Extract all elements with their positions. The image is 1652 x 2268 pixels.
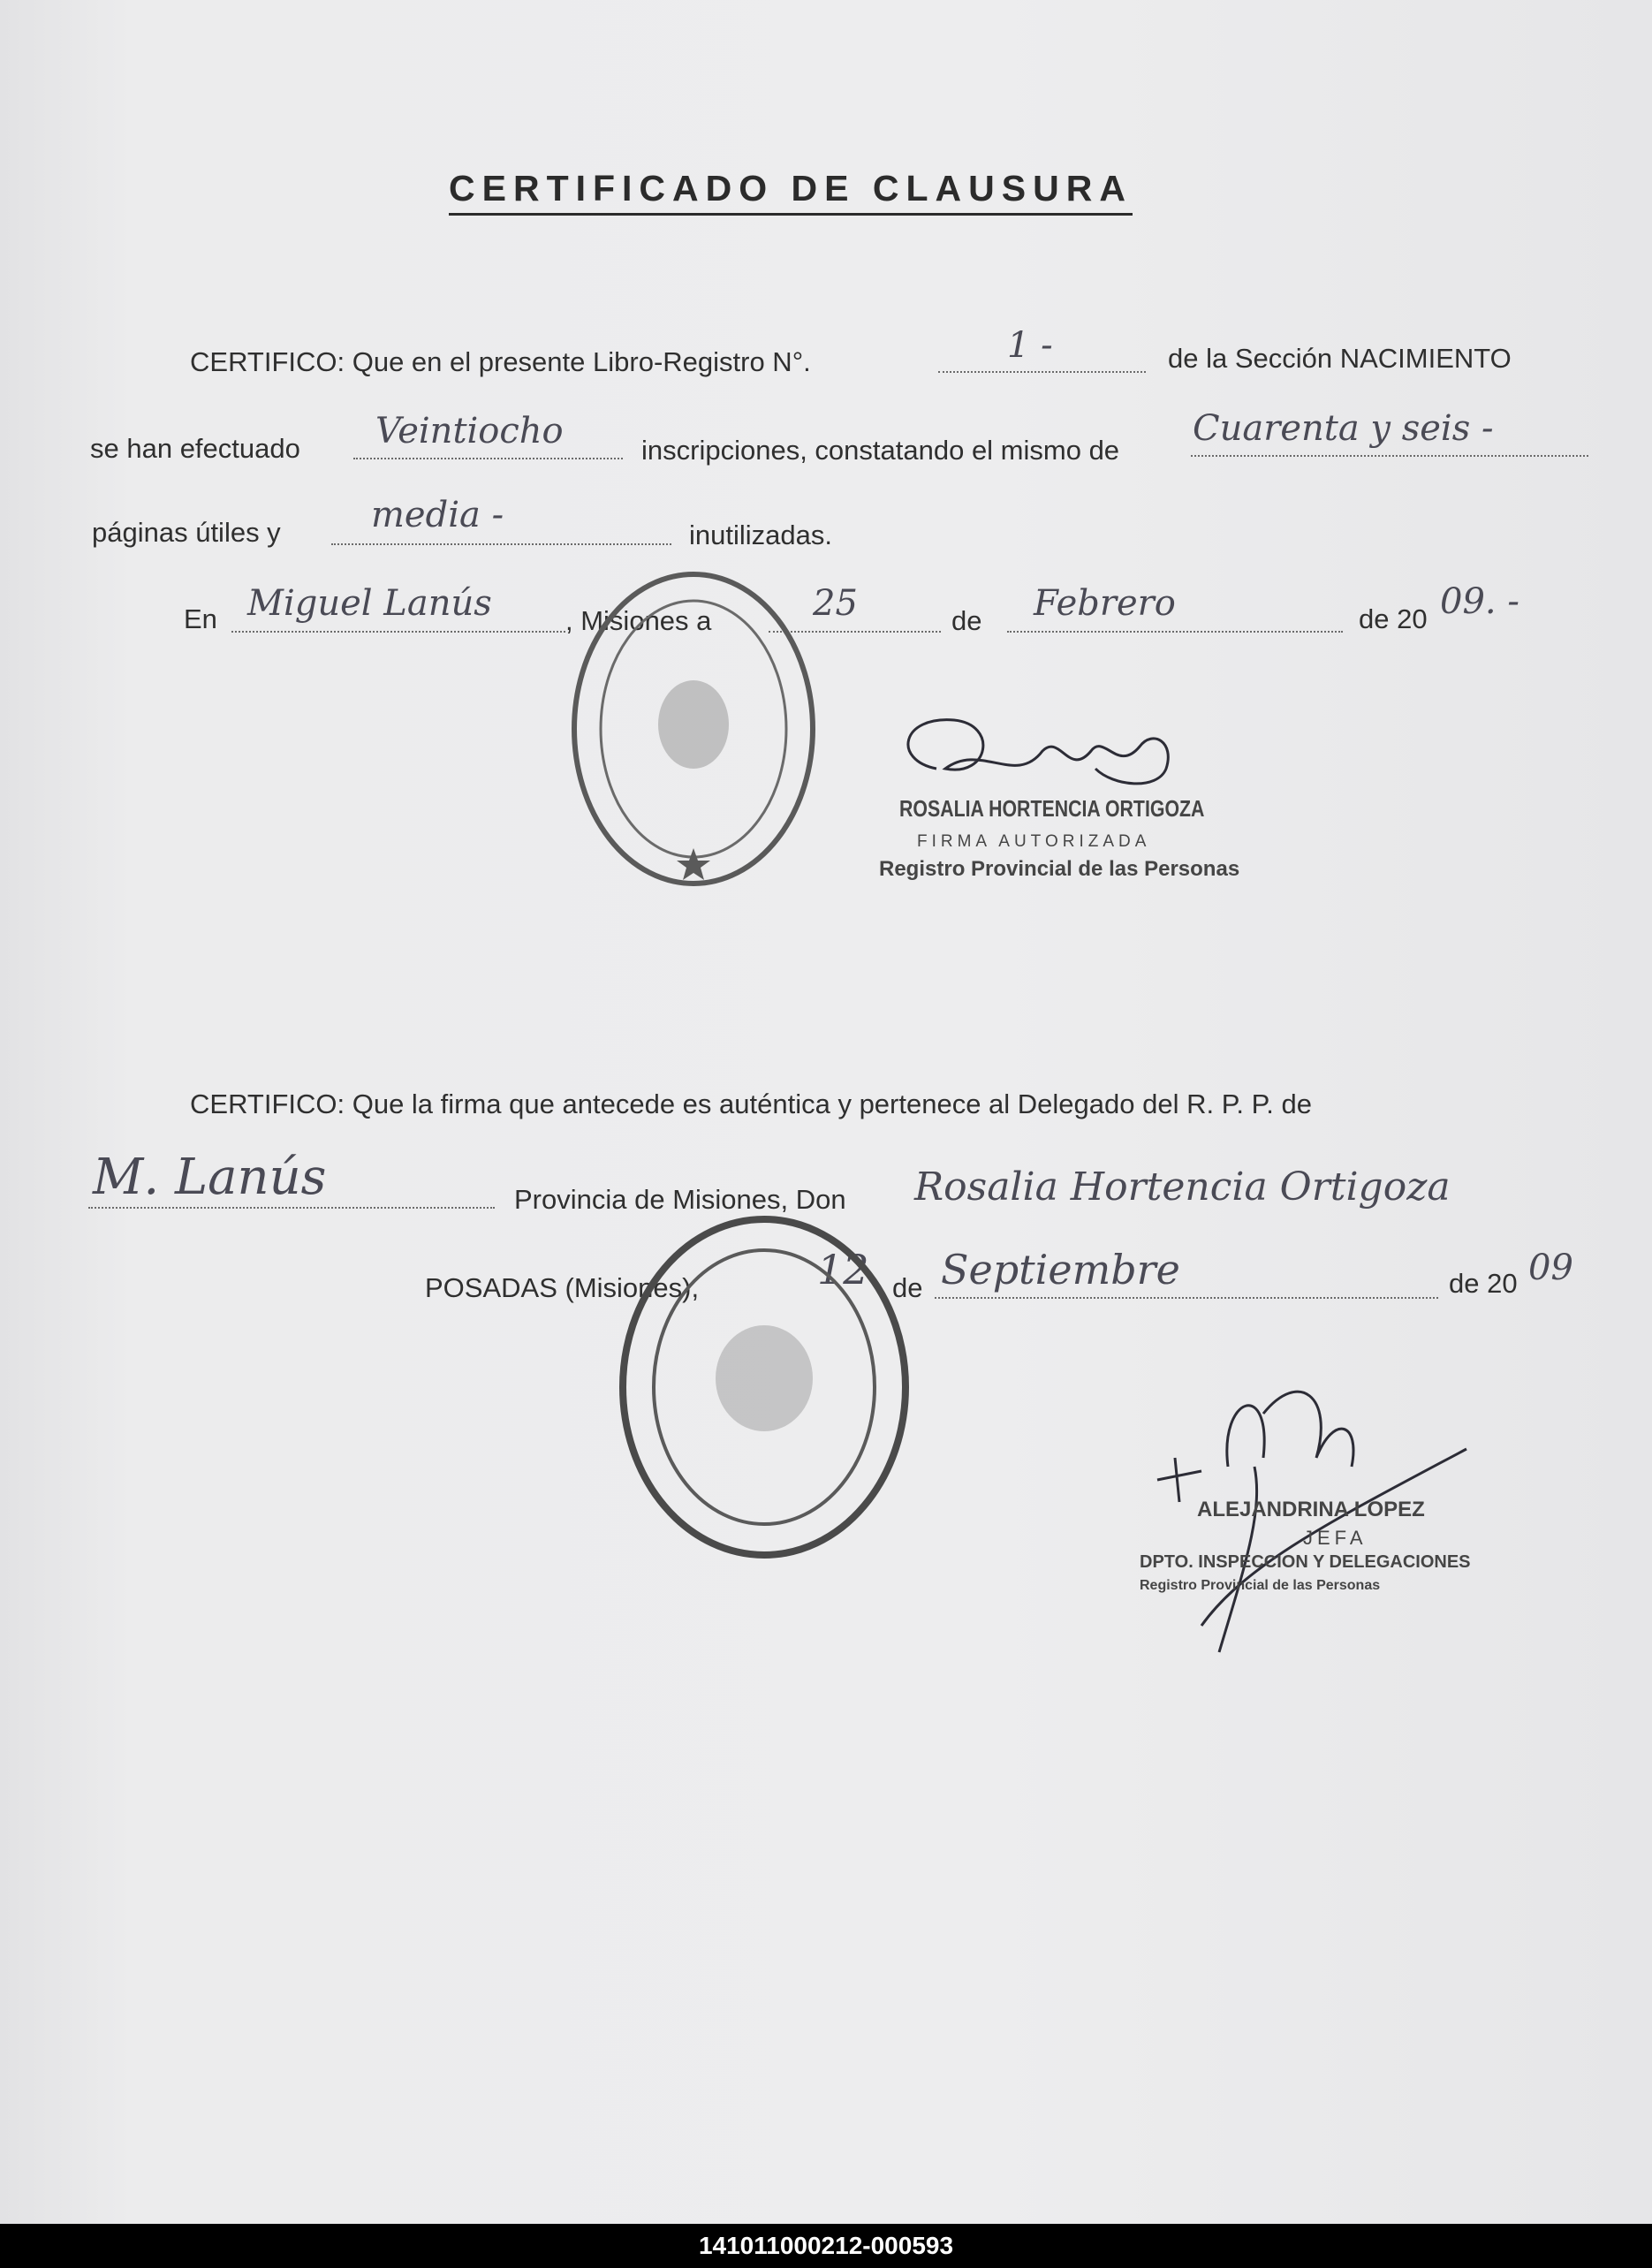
signature-1-name: ROSALIA HORTENCIA ORTIGOZA [899,795,1205,822]
dotted-line [353,458,623,459]
signature-2-name: ALEJANDRINA LOPEZ [1197,1498,1425,1521]
oval-seal-2 [610,1210,919,1582]
block1-line4-c: de [951,605,982,636]
signature-1-role: FIRMA AUTORIZADA [917,832,1151,851]
hw-libro-number: 1 - [1007,325,1053,366]
hw-inscripciones: Veintiocho [375,411,564,451]
hw-nombre: Rosalia Hortencia Ortigoza [914,1164,1451,1210]
dotted-line [231,631,565,633]
signature-2-office: Registro Provincial de las Personas [1140,1578,1381,1593]
block1-line4-b: , Misiones a [565,605,712,636]
block1-line3-a: páginas útiles y [92,517,281,548]
oval-seal-1 [565,565,822,901]
block1-line1-a: CERTIFICO: Que en el presente Libro-Registro N°. [190,346,811,377]
hw-ciudad: Miguel Lanús [247,583,492,624]
block1-line2-b: inscripciones, constatando el mismo de [641,435,1120,466]
hw-lugar: M. Lanús [93,1149,327,1206]
block2-line1: CERTIFICO: Que la firma que antecede es auténtica y pertenece al Delegado del R. P. P. de [190,1088,1313,1119]
hw-inutilizadas: media - [371,495,504,535]
dotted-line [1191,455,1588,457]
dotted-line [88,1207,495,1209]
hw-dia-2: 12 [817,1246,869,1293]
signature-2-role: JEFA [1303,1527,1368,1549]
hw-paginas: Cuarenta y seis - [1193,408,1494,449]
dotted-line [331,543,671,545]
hw-anio-2: 09 [1528,1248,1573,1288]
hw-mes: Febrero [1034,583,1176,624]
document-title: CERTIFICADO DE CLAUSURA [449,168,1133,216]
signature-2-dept: DPTO. INSPECCION Y DELEGACIONES [1140,1552,1471,1572]
block2-line3-a: POSADAS (Misiones), [425,1272,700,1303]
signature-1-office: Registro Provincial de las Personas [879,857,1240,881]
block1-line4-d: de 20 [1359,603,1428,634]
block1-line3-b: inutilizadas. [689,520,832,550]
block2-line3-b: de [892,1272,923,1303]
hw-dia: 25 [813,583,858,624]
block2-line3-c: de 20 [1449,1268,1518,1299]
block1-line1-b: de la Sección NACIMIENTO [1168,343,1512,374]
block1-line2-a: se han efectuado [90,433,300,464]
block1-line4-a: En [184,603,217,634]
dotted-line [1007,631,1343,633]
footer-code: 141011000212-000593 [0,2224,1652,2268]
hw-anio: 09. - [1440,581,1519,622]
dotted-line [938,371,1146,373]
block2-line2-a: Provincia de Misiones, Don [514,1184,846,1215]
hw-mes-2: Septiembre [941,1246,1180,1293]
dotted-line [935,1297,1438,1299]
